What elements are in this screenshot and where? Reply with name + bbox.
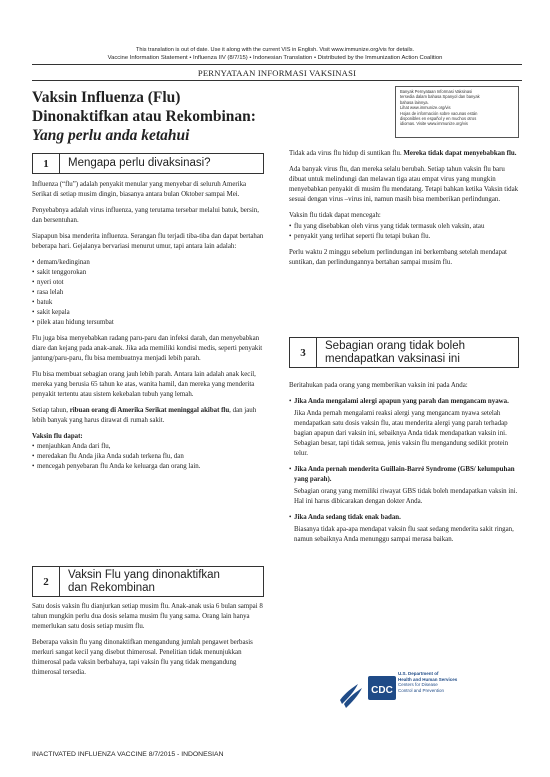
paragraph: Beberapa vaksin flu yang dinonaktifkan mengandung jumlah pengawet berbasis merkuri sangat kecil yang disebut thimerosal. Penelitian tidak menunjukkan thimerosal pada vaksin berbahaya, tapi vaksin flu yang tidak mengandung thimerosal tersedia. [32,639,253,676]
section-title: Mengapa perlu divaksinasi? [68,157,211,169]
list-item: • mencegah penyebaran flu Anda ke keluarga dan orang lain. [32,462,264,472]
section-number: 2 [33,567,60,596]
list-item: • sakit tenggorokan [32,268,264,278]
lang-line: Hojas de información sobre vacunas están [400,110,478,116]
list-item [289,513,519,523]
paragraph: Penyebabnya adalah virus influenza, yang terutama tersebar melalui batuk, bersin, dan bersentuhan. [32,207,259,224]
bold-text: Jika Anda mengalami alergi apapun yang parah dan mengancam nyawa. [294,398,509,405]
list-item: • demam/kedinginan [32,258,264,268]
hhs-eagle-icon [338,666,398,710]
section-title [60,569,220,595]
translation-note: This translation is out of date. Use it along with the current VIS in English. Visit www.immunize.org/vis for details. [135,47,415,53]
list-item: • meredakan flu Anda jika Anda sudah terkena flu, dan [32,452,264,462]
logo-line: Health and Human Services [398,676,458,682]
list-item: • sakit kepala [32,308,264,318]
paragraph [289,149,519,159]
list-item [289,465,519,485]
left-column [32,180,264,478]
bold-text: Jika Anda sedang tidak enak badan. [294,514,401,521]
list-item: • penyakit yang terlihat seperti flu tetapi bukan flu. [289,232,519,242]
logo-line: Control and Prevention [398,687,445,693]
lang-line: tersedia dalam bahasa Spanyol dan banyak [400,94,480,100]
logo-line: U.S. Department of [398,671,439,676]
top-rule [32,64,522,65]
lang-line: disponibles en español y en muchos otros [400,116,477,122]
list-item: • menjauhkan Anda dari flu, [32,442,264,452]
section-2-header [32,566,264,597]
contraindication-list [289,513,519,523]
symptom-list [32,258,264,328]
bold-text: ribuan orang di Amerika Serikat meninggal akibat flu [69,407,230,414]
section-1-header [32,153,264,174]
contraindication-list [289,397,519,407]
paragraph: Flu bisa membuat sebagian orang jauh lebih parah. Antara lain adalah anak kecil, mereka yang berusia 65 tahun ke atas, wanita hamil, dan mereka yang menderita penyakit tertentu atau sistem kekebalan tubuh yang lemah. [32,371,256,398]
list-item: • pilek atau hidung tersumbat [32,318,264,328]
title-line: Sebagian orang tidak boleh [325,339,466,352]
hhs-cdc-logo [338,666,528,710]
logo-line: Centers for Disease [398,682,438,688]
document-title [32,88,332,145]
text: Setiap tahun, [32,407,70,414]
paragraph: Vaksin flu tidak dapat mencegah: [289,212,381,219]
paragraph: Ada banyak virus flu, dan mereka selalu berubah. Setiap tahun vaksin flu baru dibuat untuk melindungi dan melawan tiga atau empat virus yang mungkin menyebabkan penyakit di musim flu mendatang. Tetapi bahkan ketika Vaksin tidak sesuai dengan virus –virus ini, namun masih bisa memberikan perlindungan. [289,166,519,203]
title-line-2: Dinonaktifkan atau Rekombinan: [32,108,256,125]
right-column-sec3 [289,381,519,551]
bold-text: Mereka tidak dapat menyebabkan flu. [403,150,517,157]
section-number: 3 [290,338,317,367]
bold-text: Jika Anda pernah menderita Guillain-Barré Syndrome (GBS/ kelumpuhan yang parah). [294,466,515,483]
list-item: • rasa lelah [32,288,264,298]
left-column-sec2 [32,602,264,684]
text: Tidak ada virus flu hidup di suntikan flu. [289,150,404,157]
prevent-list [289,222,519,242]
contraindication-list [289,465,519,485]
cdc-agency-text [398,671,457,693]
lang-line: Banyak Pernyataan Informasi Vaksinasi [400,89,473,94]
paragraph: Jika Anda pernah mengalami reaksi alergi yang mengancam nyawa setelah mendapatkan satu dosis vaksin flu, atau menderita alergi yang parah terhadap bagian apapun dari vaksin ini, sebaiknya Anda tidak mendapatkan vaksin ini. Sebagian besar, tapi tidak semua, jenis vaksin flu mengandung sedikit protein telur. [294,410,509,457]
paragraph [32,432,264,442]
benefit-list [32,442,264,472]
lang-line: bahasa lainnya. [400,99,429,105]
paragraph: Sebagian orang yang memiliki riwayat GBS tidak boleh mendapatkan vaksin ini. Hal ini harus dibicarakan dengan dokter Anda. [294,488,518,505]
list-item: • batuk [32,298,264,308]
language-info-box [395,86,519,138]
title-line: mendapatkan vaksinasi ini [325,352,460,365]
paragraph: Siapapun bisa menderita influenza. Serangan flu terjadi tiba-tiba dan dapat bertahan beberapa hari. Gejalanya bervariasi menurut umur, tapi antara lain adalah: [32,233,264,250]
title-line: dan Rekombinan [68,581,155,594]
section-number: 1 [33,154,60,173]
paragraph [32,406,264,426]
right-column [289,149,519,274]
bold-text: Vaksin flu dapat: [32,433,83,440]
list-item [289,397,519,407]
paragraph: Influenza (“flu”) adalah penyakit menular yang menyebar di seluruh Amerika Serikat di setiap musim dingin, biasanya antara bulan Oktober sampai Mei. [32,181,247,198]
list-item: • nyeri otot [32,278,264,288]
paragraph: Satu dosis vaksin flu dianjurkan setiap musim flu. Anak-anak usia 6 bulan sampai 8 tahun mungkin perlu dua dosis selama musim flu yang sama. Orang lain hanya memerlukan satu dosis setiap musim flu. [32,603,263,630]
title-line-3: Yang perlu anda ketahui [32,127,190,144]
page-heading: PERNYATAAN INFORMASI VAKSINASI [197,68,357,78]
paragraph: Beritahukan pada orang yang memberikan vaksin ini pada Anda: [289,382,468,389]
section-title [317,340,465,366]
paragraph: Biasanya tidak apa-apa mendapat vaksin flu saat sedang menderita sakit ringan, namun sebaiknya Anda menunggu sampai merasa baikan. [294,526,514,543]
lang-line: Lihat www.immunize.org/vis [400,105,451,111]
lang-line: idiomas. Visite www.immunize.org/vis [400,121,468,127]
page-footer: INACTIVATED INFLUENZA VACCINE 8/7/2015 - INDONESIAN [32,751,224,758]
title-line: Vaksin Flu yang dinonaktifkan [68,568,220,581]
list-item: • flu yang disebabkan oleh virus yang tidak termasuk oleh vaksin, atau [289,222,519,232]
section-3-header [289,337,519,368]
heading-rule [32,80,522,81]
document-subhead: Vaccine Information Statement • Influenza IIV (8/7/15) • Indonesian Translation • Distributed by the Immunization Action Coalition [107,55,443,61]
cdc-text: CDC [371,685,393,696]
paragraph: Flu juga bisa menyebabkan radang paru-paru dan infeksi darah, dan menyebabkan diare dan kejang pada anak-anak. Jika ada memiliki kondisi medis, seperti penyakit jantung/paru-paru, flu bisa membuatnya menjadi lebih parah. [32,335,263,362]
title-line-1: Vaksin Influenza (Flu) [32,89,181,106]
text: , dan jauh lebih banyak yang harus dirawat di rumah sakit. [32,407,257,424]
paragraph: Perlu waktu 2 minggu sebelum perlindungan ini berkembang setelah mendapat suntikan, dan perlindungannya bertahan sampai musim flu. [289,249,507,266]
